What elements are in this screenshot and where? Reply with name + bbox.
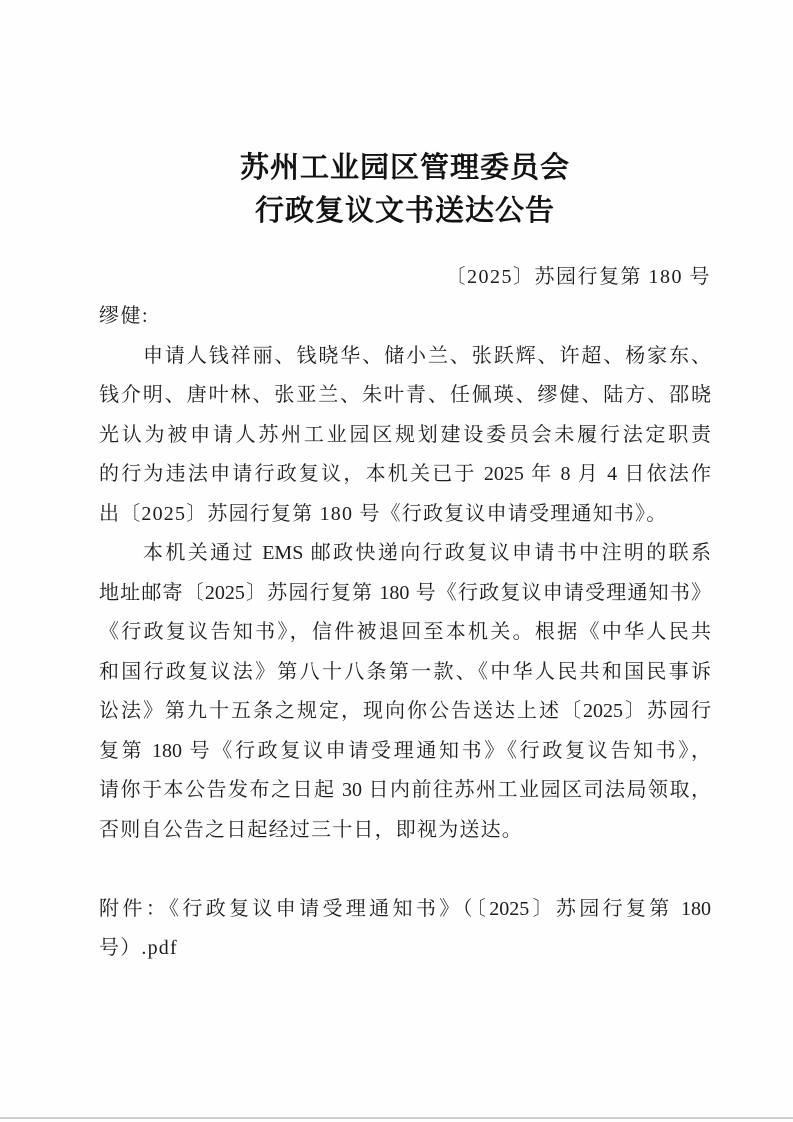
- body-line: 钱介明、唐叶林、张亚兰、朱叶青、任佩瑛、缪健、陆方、邵晓: [99, 384, 711, 406]
- attachment-note: [99, 890, 711, 969]
- body-line: 复第 180 号《行政复议申请受理通知书》《行政复议告知书》，: [99, 739, 711, 762]
- paragraph-2: [99, 534, 711, 850]
- body-line: 光认为被申请人苏州工业园区规划建设委员会未履行法定职责: [99, 423, 711, 446]
- salutation: 缪健:: [99, 305, 150, 327]
- document-title: [99, 147, 711, 233]
- body-line: 讼法》第九十五条之规定，现向你公告送达上述〔2025〕苏园行: [99, 700, 711, 722]
- body-line: 出〔2025〕苏园行复第 180 号《行政复议申请受理通知书》。: [99, 502, 668, 525]
- body-line: 的行为违法申请行政复议，本机关已于 2025 年 8 月 4 日依法作: [99, 463, 711, 485]
- body-line: 和国行政复议法》第八十八条第一款、《中华人民共和国民事诉: [99, 660, 711, 683]
- document-body: [99, 0, 711, 969]
- title-line-2: 行政复议文书送达公告: [254, 195, 555, 227]
- body-line: 《行政复议告知书》，信件被退回至本机关。根据《中华人民共: [99, 621, 711, 643]
- body-line: 申请人钱祥丽、钱晓华、储小兰、张跃辉、许超、杨家东、: [143, 344, 711, 367]
- attachment-line: 号）.pdf: [99, 937, 178, 959]
- body-line: 地址邮寄〔2025〕苏园行复第 180 号《行政复议申请受理通知书》: [99, 581, 711, 604]
- body-line: 请你于本公告发布之日起 30 日内前往苏州工业园区司法局领取，: [99, 779, 711, 801]
- document-number: 〔2025〕苏园行复第 180 号: [445, 266, 711, 288]
- body-line: 本机关通过 EMS 邮政快递向行政复议申请书中注明的联系: [143, 542, 711, 564]
- page-scan-edge: [0, 1117, 793, 1119]
- paragraph-1: [99, 337, 711, 535]
- body-line: 否则自公告之日起经过三十日，即视为送达。: [99, 818, 523, 841]
- attachment-line: 附件：《行政复议申请受理通知书》（〔2025〕苏园行复第 180: [99, 897, 711, 920]
- title-line-1: 苏州工业园区管理委员会: [239, 152, 570, 184]
